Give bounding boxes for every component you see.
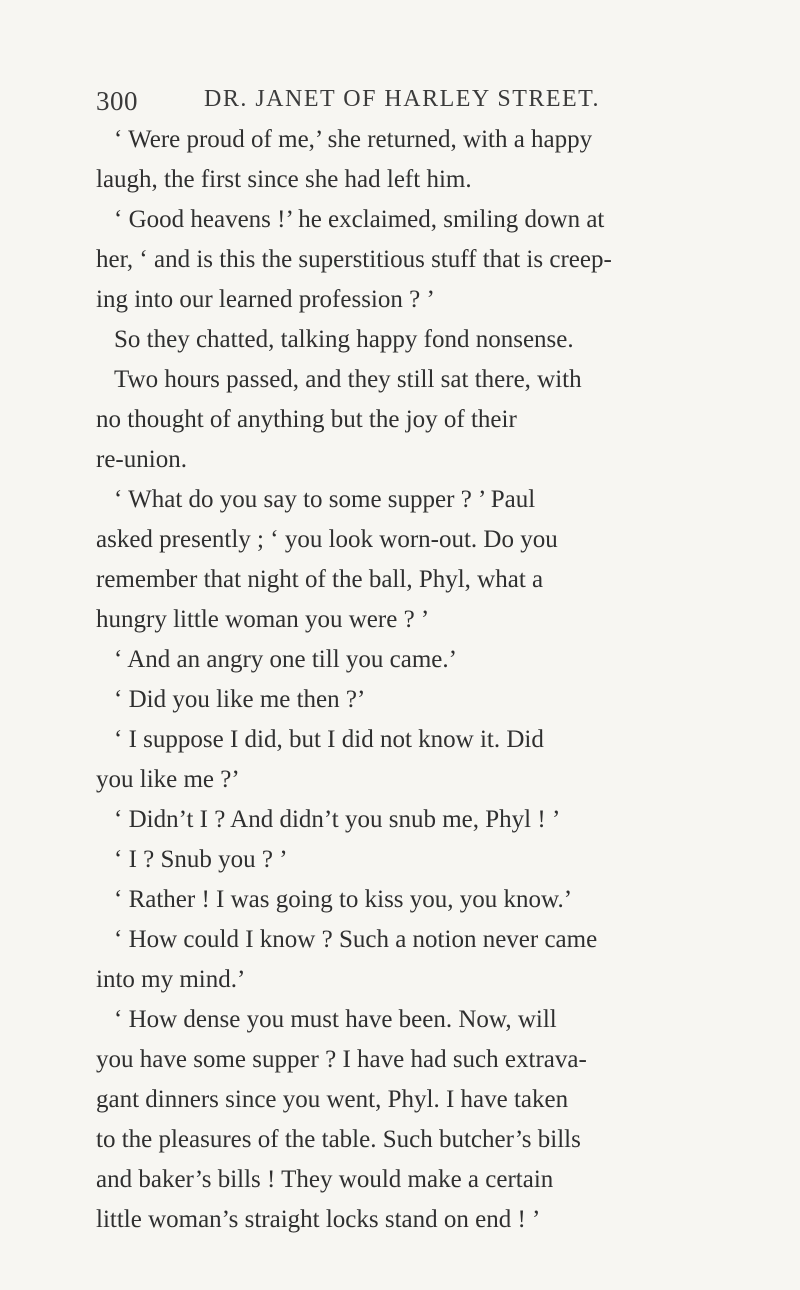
- text-line: ‘ I suppose I did, but I did not know it. Did: [114, 726, 544, 753]
- text-line: ‘ How dense you must have been. Now, will: [114, 1006, 557, 1033]
- text-line: Two hours passed, and they still sat there, with: [114, 366, 582, 393]
- running-head: DR. JANET OF HARLEY STREET.: [204, 86, 601, 112]
- text-line: into my mind.’: [96, 966, 246, 993]
- text-line: little woman’s straight locks stand on end ! ’: [96, 1206, 541, 1233]
- text-line: you have some supper ? I have had such extrava-: [96, 1046, 587, 1073]
- text-line: to the pleasures of the table. Such butcher’s bills: [96, 1126, 581, 1153]
- text-line: ‘ How could I know ? Such a notion never came: [114, 926, 598, 953]
- text-line: and baker’s bills ! They would make a certain: [96, 1166, 554, 1193]
- page-header: [96, 86, 736, 126]
- text-line: ‘ And an angry one till you came.’: [114, 646, 457, 673]
- text-line: ‘ What do you say to some supper ? ’ Paul: [114, 486, 536, 513]
- text-line: So they chatted, talking happy fond nonsense.: [114, 326, 574, 353]
- text-line: remember that night of the ball, Phyl, what a: [96, 566, 544, 593]
- text-line: hungry little woman you were ? ’: [96, 606, 430, 633]
- text-line: her, ‘ and is this the superstitious stuff that is creep-: [96, 246, 612, 273]
- text-line: you like me ?’: [96, 766, 240, 793]
- text-line: ‘ Did you like me then ?’: [114, 686, 366, 713]
- text-line: ing into our learned profession ? ’: [96, 286, 435, 313]
- text-line: re-union.: [96, 446, 187, 473]
- text-line: ‘ Didn’t I ? And didn’t you snub me, Phyl ! ’: [114, 806, 561, 833]
- text-line: ‘ Were proud of me,’ she returned, with a happy: [114, 126, 593, 153]
- text-line: gant dinners since you went, Phyl. I have taken: [96, 1086, 569, 1113]
- text-line: no thought of anything but the joy of their: [96, 406, 517, 433]
- text-line: asked presently ; ‘ you look worn-out. Do you: [96, 526, 558, 553]
- text-line: ‘ Rather ! I was going to kiss you, you know.’: [114, 886, 573, 913]
- text-line: ‘ Good heavens !’ he exclaimed, smiling down at: [114, 206, 605, 233]
- page-number: 300: [96, 86, 138, 116]
- text-line: ‘ I ? Snub you ? ’: [114, 846, 288, 873]
- text-line: laugh, the first since she had left him.: [96, 166, 472, 193]
